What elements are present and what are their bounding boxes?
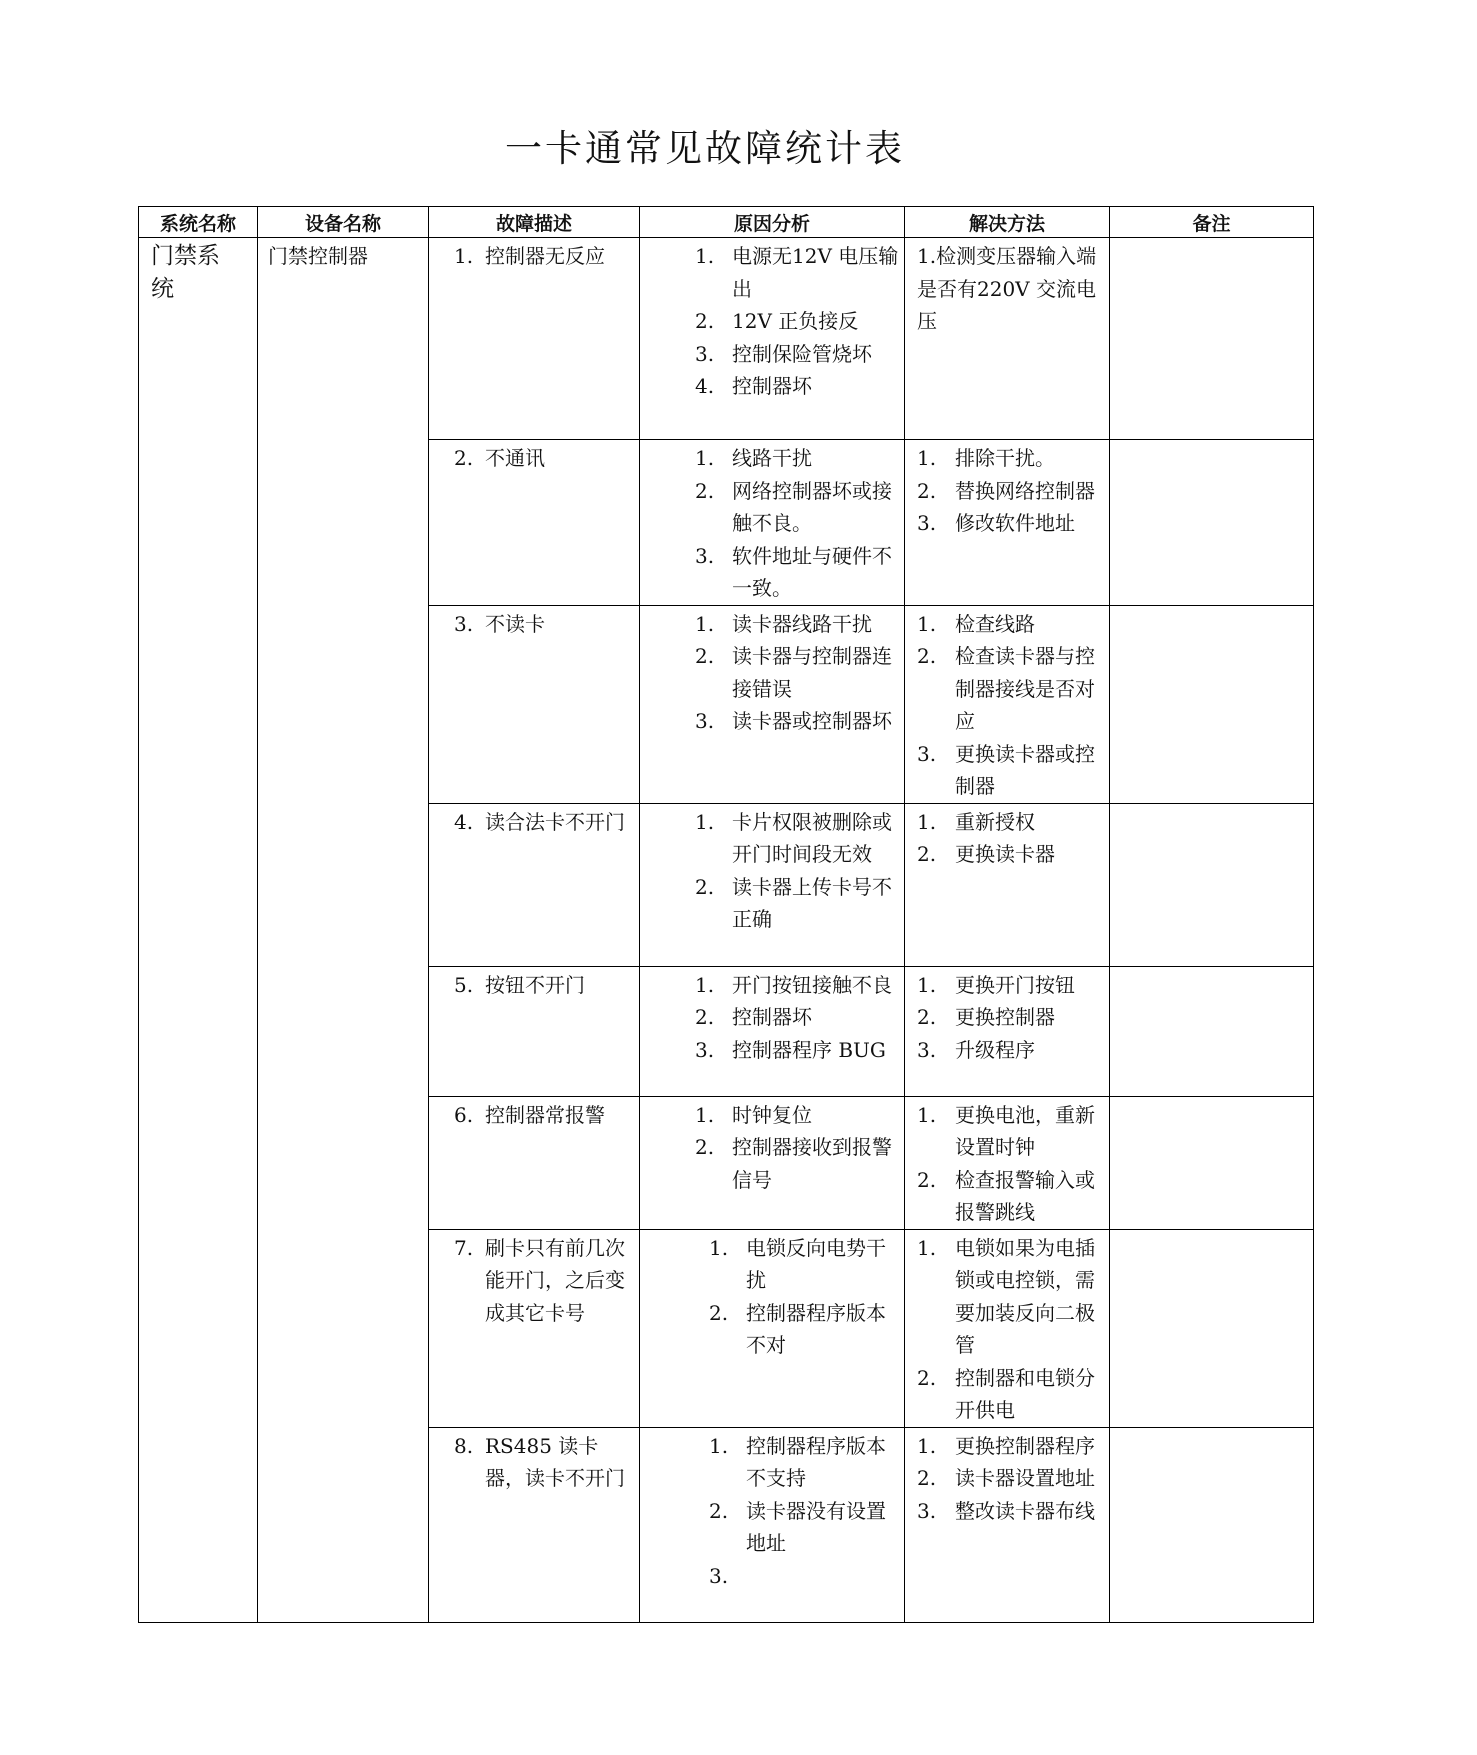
cause-item <box>640 370 900 403</box>
cause-list <box>640 606 904 738</box>
notes-cell <box>1110 440 1314 606</box>
fault-text: 不通讯 <box>485 446 545 470</box>
note-text <box>1110 606 1313 608</box>
notes-cell <box>1110 238 1314 440</box>
solution-item-text: 升级程序 <box>955 1037 1035 1062</box>
solution-item-text: 更换读卡器 <box>955 842 1055 866</box>
solution-item-number: 2. <box>917 842 937 866</box>
cause-item-text: 12V 正负接反 <box>732 309 859 333</box>
solution-item-number: 1. <box>917 1235 937 1260</box>
solution-item <box>905 1495 1105 1528</box>
cause-item <box>640 1232 900 1297</box>
cause-item-text: 控制保险管烧坏 <box>732 341 872 366</box>
cause-item <box>640 806 900 871</box>
fault-item <box>429 608 635 641</box>
note-text <box>1110 1428 1313 1430</box>
solution-cell <box>905 238 1110 440</box>
cause-list <box>640 967 904 1067</box>
cause-item <box>640 1034 900 1067</box>
cause-item-number: 2. <box>709 1300 729 1325</box>
fault-list <box>429 1230 639 1330</box>
solution-cell <box>905 605 1110 803</box>
cause-item-text: 控制器程序版本不对 <box>746 1300 886 1357</box>
solution-list <box>905 1428 1109 1528</box>
cause-item <box>640 1001 900 1034</box>
device-name: 门禁控制器 <box>268 244 368 268</box>
fault-text: 控制器无反应 <box>485 244 605 268</box>
solution-item-text: 读卡器设置地址 <box>955 1466 1095 1490</box>
cause-item-number: 2. <box>695 644 715 668</box>
cause-item <box>640 1297 900 1362</box>
solution-item-number: 2. <box>917 644 937 668</box>
solution-item-text: 更换电池，重新设置时钟 <box>955 1102 1095 1159</box>
cause-item-text: 卡片权限被删除或开门时间段无效 <box>732 809 892 866</box>
fault-description-cell <box>429 238 640 440</box>
cause-item-text: 时钟复位 <box>732 1102 812 1127</box>
cause-item-number: 2. <box>695 309 715 333</box>
note-text <box>1110 238 1313 240</box>
solution-item-number: 1. <box>917 446 937 470</box>
notes-cell <box>1110 966 1314 1096</box>
fault-text: 读合法卡不开门 <box>485 809 625 834</box>
cause-item-text: 读卡器上传卡号不正确 <box>732 874 892 931</box>
solution-item <box>905 1001 1105 1034</box>
cause-item-number: 2. <box>695 1005 715 1029</box>
solution-item-number: 1. <box>917 611 937 636</box>
cause-item-text: 开门按钮接触不良 <box>732 972 892 997</box>
cause-item-text: 读卡器线路干扰 <box>732 611 872 636</box>
fault-number: 8. <box>454 1433 474 1458</box>
solution-item-text: 电锁如果为电插锁或电控锁，需要加装反向二极管 <box>955 1235 1095 1357</box>
solution-item-text: 替换网络控制器 <box>955 478 1095 503</box>
solution-item-text: 修改软件地址 <box>955 511 1075 535</box>
fault-list <box>429 1428 639 1495</box>
solution-item <box>905 475 1105 508</box>
cause-item-number: 1. <box>695 446 715 470</box>
fault-text: RS485 读卡器，读卡不开门 <box>485 1433 625 1490</box>
solution-item-text: 检查读卡器与控制器接线是否对应 <box>955 644 1095 733</box>
notes-cell <box>1110 605 1314 803</box>
fault-item <box>429 806 635 839</box>
cause-list <box>640 804 904 936</box>
fault-description-cell <box>429 1096 640 1229</box>
cause-item <box>640 338 900 371</box>
fault-description-cell <box>429 803 640 966</box>
notes-cell <box>1110 803 1314 966</box>
solution-item-text: 更换控制器 <box>955 1005 1055 1029</box>
cause-analysis-cell <box>640 238 905 440</box>
solution-item-number: 2. <box>917 1466 937 1490</box>
solution-item <box>905 1462 1105 1495</box>
solution-item <box>905 969 1105 1002</box>
solution-item-number: 3. <box>917 1498 937 1523</box>
cause-item <box>640 475 900 540</box>
solution-item <box>905 1430 1105 1463</box>
solution-item <box>905 838 1105 871</box>
solution-item-number: 2. <box>917 1365 937 1390</box>
notes-cell <box>1110 1427 1314 1622</box>
fault-list <box>429 1097 639 1132</box>
system-name-cell <box>139 238 258 1623</box>
cause-item <box>640 1430 900 1495</box>
solution-item-text: 控制器和电锁分开供电 <box>955 1365 1095 1422</box>
cause-analysis-cell <box>640 440 905 606</box>
fault-item <box>429 240 635 273</box>
cause-item-text: 软件地址与硬件不一致。 <box>732 543 892 600</box>
fault-list <box>429 238 639 273</box>
solution-item <box>905 1034 1105 1067</box>
cause-item <box>640 240 900 305</box>
note-text <box>1110 804 1313 806</box>
fault-list <box>429 967 639 1002</box>
solution-list <box>905 1230 1109 1427</box>
solution-item-number: 2. <box>917 1167 937 1192</box>
cause-list <box>640 440 904 605</box>
solution-item <box>905 507 1105 540</box>
cause-item-text: 控制器坏 <box>732 374 812 398</box>
cause-analysis-cell <box>640 1427 905 1622</box>
cause-item-text: 电源无12V 电压输出 <box>732 244 899 301</box>
fault-text: 控制器常报警 <box>485 1102 605 1127</box>
cause-item <box>640 871 900 936</box>
cause-item-number: 2. <box>695 478 715 503</box>
fault-number: 1. <box>454 244 474 268</box>
fault-number: 4. <box>454 809 474 834</box>
solution-cell <box>905 966 1110 1096</box>
solution-item-number: 3. <box>917 511 937 535</box>
header-solution: 解决方法 <box>905 207 1110 238</box>
cause-item-text: 控制器程序版本不支持 <box>746 1433 886 1490</box>
solution-item-text: 检查线路 <box>955 611 1035 636</box>
cause-list <box>640 238 904 403</box>
cause-list <box>640 1097 904 1197</box>
cause-item-number: 1. <box>695 1102 715 1127</box>
fault-item <box>429 1099 635 1132</box>
header-notes: 备注 <box>1110 207 1314 238</box>
solution-item-number: 1. <box>917 972 937 997</box>
header-system-name: 系统名称 <box>139 207 258 238</box>
fault-number: 7. <box>454 1235 474 1260</box>
header-row <box>139 207 1314 238</box>
fault-text: 刷卡只有前几次能开门，之后变成其它卡号 <box>485 1235 625 1325</box>
solution-item-text: 检查报警输入或报警跳线 <box>955 1167 1095 1224</box>
fault-list <box>429 606 639 641</box>
fault-item <box>429 442 635 475</box>
fault-description-cell <box>429 605 640 803</box>
solution-item <box>905 1164 1105 1229</box>
fault-list <box>429 440 639 475</box>
fault-item <box>429 1232 635 1330</box>
fault-description-cell <box>429 1427 640 1622</box>
solution-item <box>905 640 1105 738</box>
cause-item-text: 网络控制器坏或接触不良。 <box>732 478 892 535</box>
fault-text: 按钮不开门 <box>485 972 585 997</box>
cause-item-number: 3. <box>695 543 715 568</box>
cause-item <box>640 540 900 605</box>
cause-item-number: 1. <box>695 972 715 997</box>
solution-item <box>905 1099 1105 1164</box>
cause-item-number: 2. <box>695 874 715 899</box>
cause-item-text: 读卡器与控制器连接错误 <box>732 644 892 701</box>
cause-item-number: 1. <box>695 611 715 636</box>
cause-item-text: 电锁反向电势干扰 <box>746 1235 886 1292</box>
cause-item-number: 1. <box>709 1433 729 1458</box>
fault-description-cell <box>429 1229 640 1427</box>
solution-list <box>905 967 1109 1067</box>
cause-item-number: 3. <box>695 1037 715 1062</box>
solution-item-text: 排除干扰。 <box>955 446 1055 470</box>
table-header <box>139 207 1314 238</box>
document-title: 一卡通常见故障统计表 <box>505 127 905 170</box>
cause-list <box>640 1230 904 1362</box>
fault-number: 3. <box>454 611 474 636</box>
cause-item-number: 3. <box>695 709 715 733</box>
solution-cell <box>905 1229 1110 1427</box>
cause-analysis-cell <box>640 803 905 966</box>
solution-item-number: 1. <box>917 1102 937 1127</box>
solution-list <box>905 804 1109 871</box>
solution-item <box>905 1362 1105 1427</box>
solution-list <box>905 440 1109 540</box>
fault-item <box>429 969 635 1002</box>
solution-cell <box>905 803 1110 966</box>
cause-item-number: 1. <box>695 809 715 834</box>
cause-item-number: 3. <box>695 341 715 366</box>
fault-list <box>429 804 639 839</box>
cause-item <box>640 305 900 338</box>
cause-item-text: 控制器坏 <box>732 1005 812 1029</box>
solution-item-text: 整改读卡器布线 <box>955 1498 1095 1523</box>
cause-item <box>640 705 900 738</box>
cause-item-number: 3. <box>709 1563 729 1588</box>
cause-item <box>640 1131 900 1196</box>
solution-text: 1.检测变压器输入端是否有220V 交流电压 <box>917 244 1097 333</box>
cause-item-text: 线路干扰 <box>732 446 812 470</box>
solution-item-text: 重新授权 <box>955 809 1035 834</box>
solution-item-number: 2. <box>917 478 937 503</box>
cause-item <box>640 969 900 1002</box>
solution-item-number: 3. <box>917 1037 937 1062</box>
cause-item-number: 1. <box>709 1235 729 1260</box>
solution-item <box>905 738 1105 803</box>
table-body <box>139 238 1314 1623</box>
solution-cell <box>905 440 1110 606</box>
cause-analysis-cell <box>640 966 905 1096</box>
solution-list <box>905 1097 1109 1229</box>
cause-list <box>640 1428 904 1588</box>
fault-text: 不读卡 <box>485 611 545 636</box>
cause-item-number: 2. <box>709 1498 729 1523</box>
fault-table <box>138 206 1314 1623</box>
notes-cell <box>1110 1229 1314 1427</box>
cause-item-text: 读卡器或控制器坏 <box>732 709 892 733</box>
fault-number: 2. <box>454 446 474 470</box>
table-row <box>139 238 1314 440</box>
cause-item-text: 读卡器没有设置地址 <box>746 1498 886 1555</box>
header-device-name: 设备名称 <box>258 207 429 238</box>
system-name: 门禁系 统 <box>151 243 220 302</box>
fault-number: 6. <box>454 1102 474 1127</box>
solution-cell <box>905 1427 1110 1622</box>
fault-number: 5. <box>454 972 474 997</box>
solution-item <box>905 442 1105 475</box>
solution-item <box>905 608 1105 641</box>
header-cause-analysis: 原因分析 <box>640 207 905 238</box>
cause-analysis-cell <box>640 1096 905 1229</box>
solution-item-text: 更换控制器程序 <box>955 1433 1095 1458</box>
solution-item-number: 3. <box>917 741 937 766</box>
note-text <box>1110 1097 1313 1099</box>
solution-item <box>905 806 1105 839</box>
fault-description-cell <box>429 440 640 606</box>
notes-cell <box>1110 1096 1314 1229</box>
cause-item-number: 2. <box>695 1135 715 1159</box>
solution-list <box>905 606 1109 803</box>
cause-item <box>640 640 900 705</box>
note-text <box>1110 440 1313 442</box>
solution-cell <box>905 1096 1110 1229</box>
cause-analysis-cell <box>640 1229 905 1427</box>
solution-item-number: 1. <box>917 1433 937 1458</box>
cause-item-number: 4. <box>695 374 715 398</box>
note-text <box>1110 1230 1313 1232</box>
cause-item <box>640 1099 900 1132</box>
solution-item-text: 更换开门按钮 <box>955 972 1075 997</box>
note-text <box>1110 967 1313 969</box>
cause-item <box>640 1495 900 1560</box>
fault-description-cell <box>429 966 640 1096</box>
solution-item-number: 2. <box>917 1005 937 1029</box>
solution-item <box>905 1232 1105 1362</box>
header-fault-description: 故障描述 <box>429 207 640 238</box>
cause-item-number: 1. <box>695 244 715 268</box>
cause-item-text: 控制器程序 BUG <box>732 1037 886 1062</box>
cause-analysis-cell <box>640 605 905 803</box>
solution-item-number: 1. <box>917 809 937 834</box>
solution-item-text: 更换读卡器或控制器 <box>955 741 1095 798</box>
cause-item <box>640 608 900 641</box>
device-name-cell <box>258 238 429 1623</box>
fault-item <box>429 1430 635 1495</box>
cause-item-text: 控制器接收到报警信号 <box>732 1135 892 1192</box>
cause-item <box>640 442 900 475</box>
